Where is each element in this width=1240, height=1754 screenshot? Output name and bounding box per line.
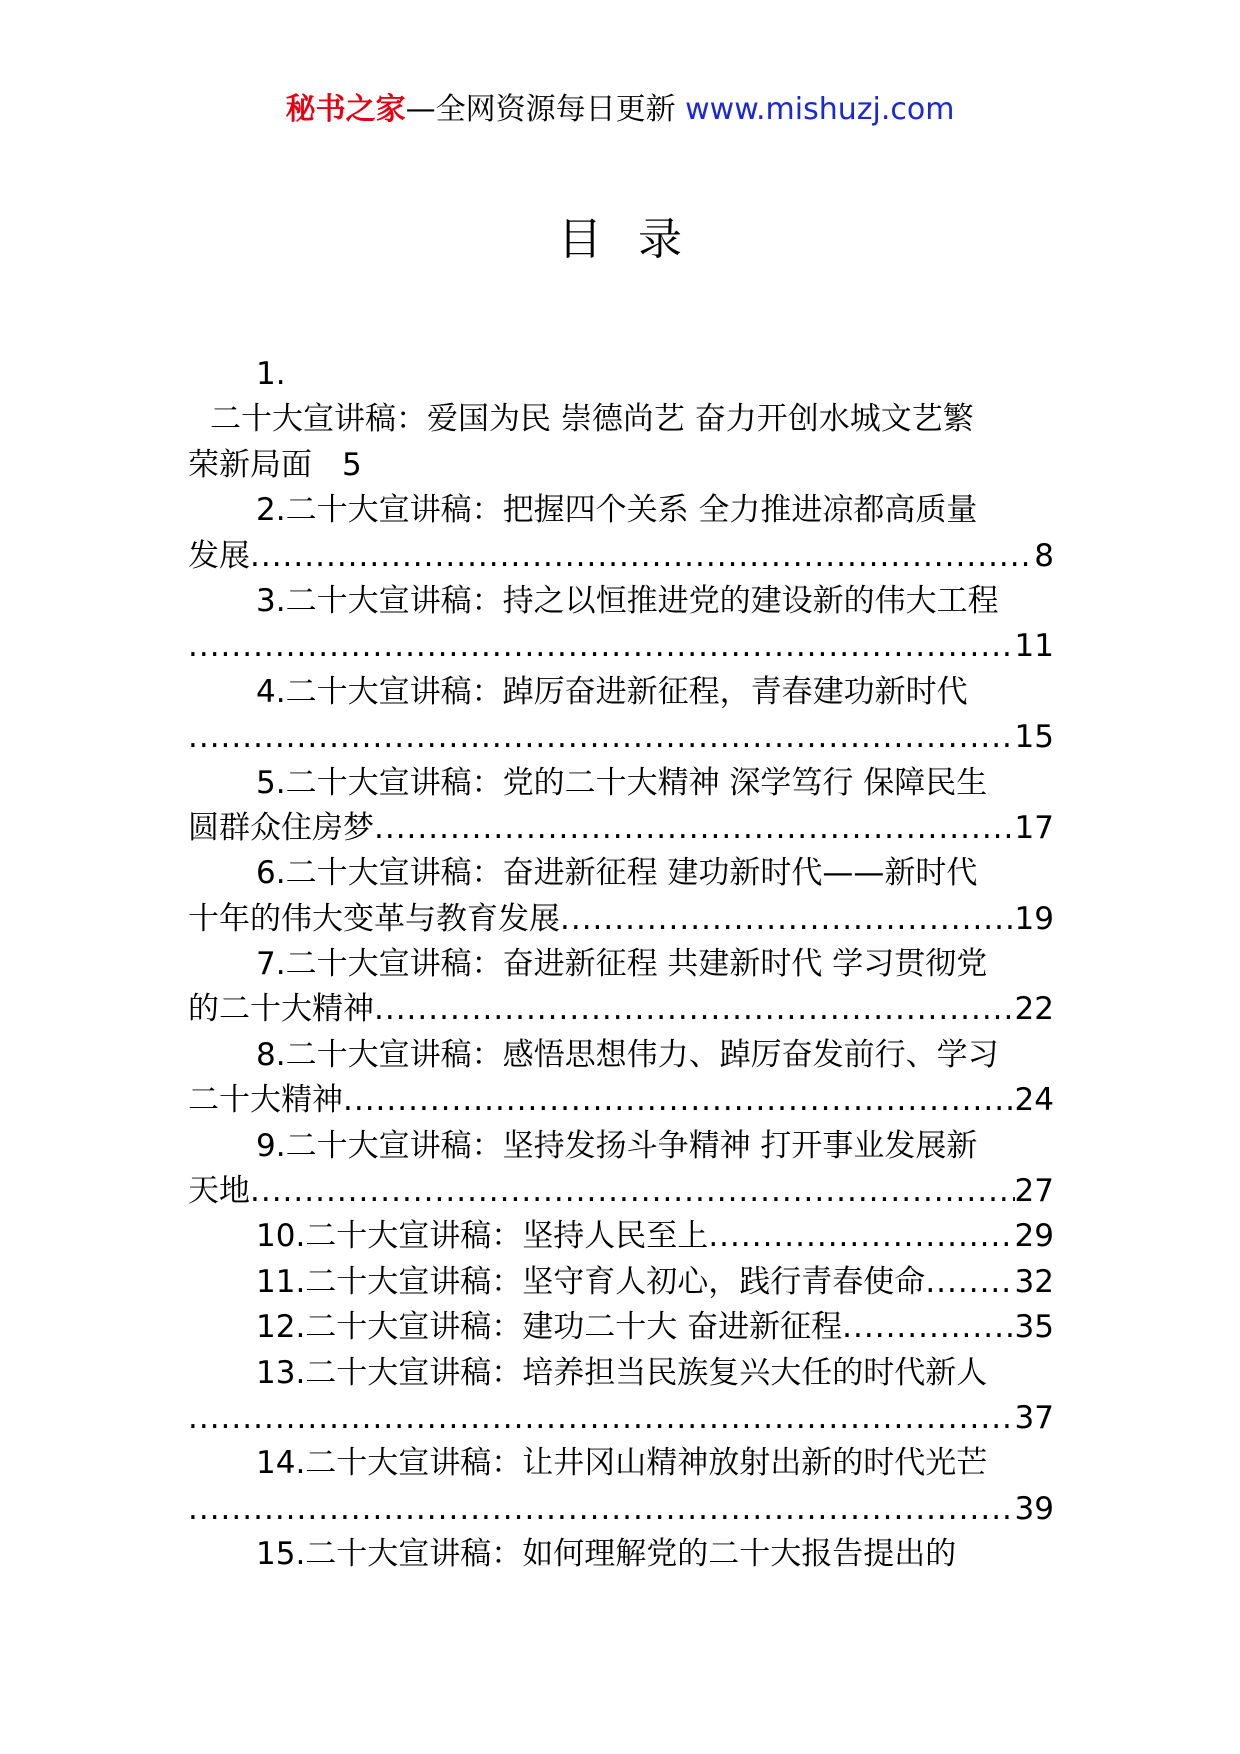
toc-entry-title[interactable]: 5.二十大宣讲稿：党的二十大精神 深学笃行 保障民生 xyxy=(256,764,988,801)
toc-entry-11 xyxy=(188,1260,1054,1305)
leader-dots xyxy=(925,1260,1014,1305)
toc-entry-title[interactable]: 6.二十大宣讲稿：奋进新征程 建功新时代——新时代 xyxy=(256,855,978,892)
toc-entry-2-line2 xyxy=(188,534,1054,579)
toc-entry-title[interactable]: 14.二十大宣讲稿：让井冈山精神放射出新的时代光芒 xyxy=(256,1445,988,1482)
site-header xyxy=(0,88,1240,132)
toc-entry-5-line1 xyxy=(188,761,1054,806)
toc-page-number[interactable]: 11 xyxy=(1014,628,1054,665)
toc-entry-title[interactable]: 12.二十大宣讲稿：建功二十大 奋进新征程 xyxy=(256,1309,843,1346)
toc-entry-10 xyxy=(188,1214,1054,1259)
toc-entry-title-cont[interactable]: 发展 xyxy=(188,537,250,574)
leader-dots xyxy=(188,624,1015,669)
toc-entry-9-line2 xyxy=(188,1169,1054,1214)
toc-page-number[interactable]: 32 xyxy=(1014,1263,1054,1300)
leader-dots xyxy=(708,1214,1014,1259)
table-of-contents xyxy=(188,352,1054,1578)
toc-entry-title-cont[interactable]: 天地 xyxy=(188,1173,250,1210)
toc-entry-title[interactable]: 2.二十大宣讲稿：把握四个关系 全力推进凉都高质量 xyxy=(256,492,978,529)
toc-entry-number[interactable]: 1. xyxy=(256,356,286,392)
toc-entry-title-cont[interactable]: 圆群众住房梦 xyxy=(188,809,374,846)
toc-entry-3-line2 xyxy=(188,624,1054,669)
toc-entry-2-line1 xyxy=(188,488,1054,533)
toc-page-number[interactable]: 17 xyxy=(1014,809,1054,846)
toc-page-number[interactable]: 24 xyxy=(1014,1082,1054,1119)
leader-dots xyxy=(374,806,1015,851)
toc-page-number[interactable]: 35 xyxy=(1014,1309,1054,1346)
leader-dots xyxy=(250,1169,1015,1214)
toc-entry-title[interactable]: 9.二十大宣讲稿：坚持发扬斗争精神 打开事业发展新 xyxy=(256,1127,978,1164)
toc-page-number[interactable]: 27 xyxy=(1014,1173,1054,1210)
toc-entry-title-cont[interactable]: 二十大精神 xyxy=(188,1082,343,1119)
toc-entry-14-line1 xyxy=(188,1441,1054,1486)
toc-page-number[interactable]: 37 xyxy=(1014,1399,1054,1436)
leader-dots xyxy=(374,987,1015,1032)
leader-dots xyxy=(188,1396,1015,1441)
leader-dots xyxy=(343,1078,1015,1123)
toc-entry-5-line2 xyxy=(188,806,1054,851)
toc-entry-1-number-line xyxy=(188,352,1054,397)
toc-entry-title-cont[interactable]: 荣新局面 xyxy=(188,446,312,483)
leader-dots xyxy=(560,897,1015,942)
toc-entry-12 xyxy=(188,1305,1054,1350)
toc-page-number[interactable]: 39 xyxy=(1014,1490,1054,1527)
page-title: 目录 xyxy=(558,214,718,265)
brand-name: 秘书之家 xyxy=(285,92,406,127)
leader-dots xyxy=(250,534,1034,579)
toc-entry-title[interactable]: 二十大宣讲稿：爱国为民 崇德尚艺 奋力开创水城文艺繁 xyxy=(210,401,974,438)
toc-entry-7-line2 xyxy=(188,987,1054,1032)
toc-page-number[interactable]: 29 xyxy=(1014,1218,1054,1255)
toc-entry-6-line1 xyxy=(188,851,1054,896)
toc-entry-14-line2 xyxy=(188,1487,1054,1532)
toc-entry-7-line1 xyxy=(188,942,1054,987)
toc-entry-title-cont[interactable]: 十年的伟大变革与教育发展 xyxy=(188,900,560,937)
toc-entry-13-line2 xyxy=(188,1396,1054,1441)
toc-entry-4-line2 xyxy=(188,715,1054,760)
toc-entry-1-line1 xyxy=(188,397,1054,442)
toc-entry-title[interactable]: 15.二十大宣讲稿：如何理解党的二十大报告提出的 xyxy=(256,1536,957,1573)
toc-entry-13-line1 xyxy=(188,1351,1054,1396)
leader-dots xyxy=(842,1305,1014,1350)
toc-page-number[interactable]: 8 xyxy=(1034,537,1054,574)
toc-page-number[interactable]: 22 xyxy=(1014,991,1054,1028)
toc-entry-4-line1 xyxy=(188,670,1054,715)
toc-entry-title[interactable]: 3.二十大宣讲稿：持之以恒推进党的建设新的伟大工程 xyxy=(256,582,999,619)
toc-entry-title[interactable]: 11.二十大宣讲稿：坚守育人初心，践行青春使命 xyxy=(256,1263,926,1300)
leader-dots xyxy=(188,715,1015,760)
leader-dots xyxy=(188,1487,1015,1532)
toc-entry-1-line2 xyxy=(188,443,1054,488)
toc-entry-9-line1 xyxy=(188,1124,1054,1169)
toc-entry-title[interactable]: 10.二十大宣讲稿：坚持人民至上 xyxy=(256,1218,709,1255)
header-tagline: —全网资源每日更新 xyxy=(405,92,686,127)
toc-entry-title[interactable]: 13.二十大宣讲稿：培养担当民族复兴大任的时代新人 xyxy=(256,1354,988,1391)
toc-entry-15-line1 xyxy=(188,1532,1054,1577)
site-url-link[interactable]: www.mishuzj.com xyxy=(685,92,955,127)
toc-entry-title[interactable]: 7.二十大宣讲稿：奋进新征程 共建新时代 学习贯彻党 xyxy=(256,946,988,983)
toc-entry-3-line1 xyxy=(188,579,1054,624)
toc-page-number[interactable]: 15 xyxy=(1014,719,1054,756)
toc-page-number[interactable]: 5 xyxy=(342,446,362,483)
toc-entry-title-cont[interactable]: 的二十大精神 xyxy=(188,991,374,1028)
toc-entry-6-line2 xyxy=(188,897,1054,942)
toc-entry-8-line2 xyxy=(188,1078,1054,1123)
toc-entry-title[interactable]: 4.二十大宣讲稿：踔厉奋进新征程，青春建功新时代 xyxy=(256,673,968,710)
toc-entry-8-line1 xyxy=(188,1033,1054,1078)
toc-entry-title[interactable]: 8.二十大宣讲稿：感悟思想伟力、踔厉奋发前行、学习 xyxy=(256,1036,999,1073)
toc-page-number[interactable]: 19 xyxy=(1014,900,1054,937)
